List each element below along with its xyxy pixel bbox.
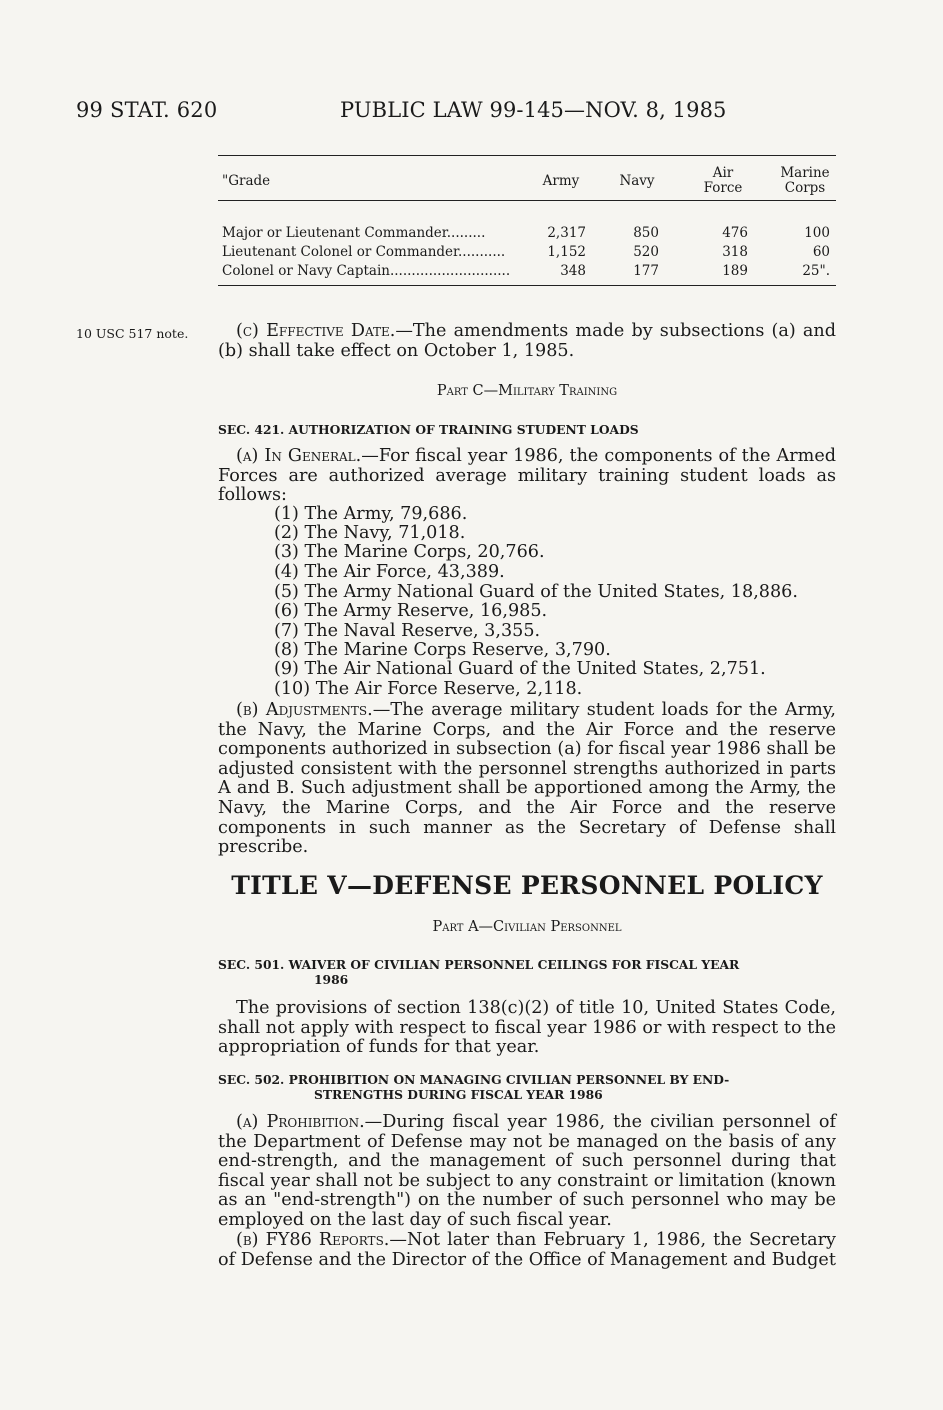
table-bottom-rule (218, 285, 836, 286)
list-item: (10) The Air Force Reserve, 2,118. (274, 679, 583, 699)
sec-421-heading: SEC. 421. AUTHORIZATION OF TRAINING STUDENT LOADS (218, 422, 639, 437)
list-item: (7) The Naval Reserve, 3,355. (274, 621, 541, 641)
cell-grade: Lieutenant Colonel or Commander........... (222, 244, 506, 260)
sec-502-heading (218, 1072, 836, 1102)
sec-502-heading-line1: SEC. 502. PROHIBITION ON MANAGING CIVILIAN PERSONNEL BY END- (218, 1072, 730, 1087)
cell-navy: 177 (633, 263, 659, 279)
sec-502-a-label: (a) Prohibition. (236, 1112, 365, 1132)
sec-421-a-paragraph (218, 447, 836, 506)
grade-table (218, 155, 836, 286)
table-body (218, 201, 836, 285)
col-header-navy: Navy (619, 173, 655, 189)
list-item: (4) The Air Force, 43,389. (274, 562, 505, 582)
cell-air-force: 318 (722, 244, 748, 260)
part-c-heading: Part C—Military Training (436, 383, 618, 399)
effective-date-paragraph (218, 322, 836, 361)
title-v-heading: TITLE V—DEFENSE PERSONNEL POLICY (231, 871, 823, 900)
list-item: (2) The Navy, 71,018. (274, 523, 466, 543)
cell-marine-corps: 100 (804, 225, 830, 241)
list-item: (1) The Army, 79,686. (274, 504, 468, 524)
list-item: (6) The Army Reserve, 16,985. (274, 601, 548, 621)
sec-502-heading-line2: STRENGTHS DURING FISCAL YEAR 1986 (314, 1087, 603, 1102)
part-a-heading: Part A—Civilian Personnel (432, 919, 622, 935)
list-item: (5) The Army National Guard of the United States, 18,886. (274, 582, 798, 602)
col-header-grade: "Grade (222, 173, 271, 189)
cell-grade: Colonel or Navy Captain............................ (222, 263, 511, 279)
sec-421-a-text: —For fiscal year 1986, the components of the Armed Forces are authorized average military training student loads as follows: (218, 446, 836, 506)
sec-502-a-paragraph (218, 1113, 836, 1231)
margin-citation: 10 USC 517 note. (76, 326, 189, 341)
sec-502-b-text: —Not later than February 1, 1986, the Secretary of Defense and the Director of the Office of Management and Budget (218, 1230, 836, 1270)
cell-marine-corps: 60 (812, 244, 830, 260)
cell-navy: 520 (633, 244, 659, 260)
sec-421-b-label: (b) Adjustments. (236, 700, 373, 720)
sec-421-b-text: —The average military student loads for the Army, the Navy, the Marine Corps, and the Air Force and the reserve components authorized in subsection (a) for fiscal year 1986 shall be adjusted consistent with the personnel strengths authorized in parts A and B. Such adjustment shall be apportioned among the Army, the Navy, the Marine Corps, and the Air Force and the reserve components in such manner as the Secretary of Defense shall prescribe. (218, 700, 837, 858)
sec-502-b-label: (b) FY86 Reports. (236, 1230, 390, 1250)
sec-501-heading-line1: SEC. 501. WAIVER OF CIVILIAN PERSONNEL CEILINGS FOR FISCAL YEAR (218, 957, 740, 972)
list-item: (9) The Air National Guard of the United States, 2,751. (274, 659, 766, 679)
cell-grade: Major or Lieutenant Commander......... (222, 225, 486, 241)
sec-502-a-text: —During fiscal year 1986, the civilian personnel of the Department of Defense may not be managed on the basis of any end-strength, and the management of such personnel during that fiscal year shall not be subject to any constraint or limitation (known as an "end-strength") on the number of such personnel who may be employed on the last day of such fiscal year. (218, 1112, 836, 1230)
list-item: (3) The Marine Corps, 20,766. (274, 542, 545, 562)
cell-army: 348 (560, 263, 586, 279)
effective-date-label: (c) Effective Date. (236, 321, 396, 341)
sec-501-heading (218, 957, 836, 987)
sec-501-paragraph: The provisions of section 138(c)(2) of title 10, United States Code, shall not apply with respect to fiscal year 1986 or with respect to the appropriation of funds for that year. (218, 998, 836, 1058)
effective-date-text: —The amendments made by subsections (a) and (b) shall take effect on October 1, 1985. (218, 321, 836, 361)
cell-air-force: 476 (722, 225, 748, 241)
sec-502-b-paragraph (218, 1231, 836, 1270)
table-row (218, 261, 836, 281)
sec-421-b-paragraph (218, 701, 836, 858)
list-item: (8) The Marine Corps Reserve, 3,790. (274, 640, 611, 660)
sec-421-a-label: (a) In General. (236, 446, 362, 466)
cell-army: 1,152 (547, 244, 586, 260)
sec-501-heading-line2: 1986 (314, 972, 349, 987)
col-header-army: Army (542, 173, 580, 189)
running-header: PUBLIC LAW 99-145—NOV. 8, 1985 (340, 98, 727, 122)
cell-air-force: 189 (722, 263, 748, 279)
cell-navy: 850 (633, 225, 659, 241)
col-header-marine-corps: Marine Corps (780, 165, 830, 196)
table-row (218, 223, 836, 243)
cell-army: 2,317 (547, 225, 586, 241)
col-header-air-force: Air Force (703, 165, 743, 196)
table-header (218, 156, 836, 200)
table-row (218, 242, 836, 262)
cell-marine-corps: 25". (802, 263, 830, 279)
page-number: 99 STAT. 620 (76, 98, 218, 122)
